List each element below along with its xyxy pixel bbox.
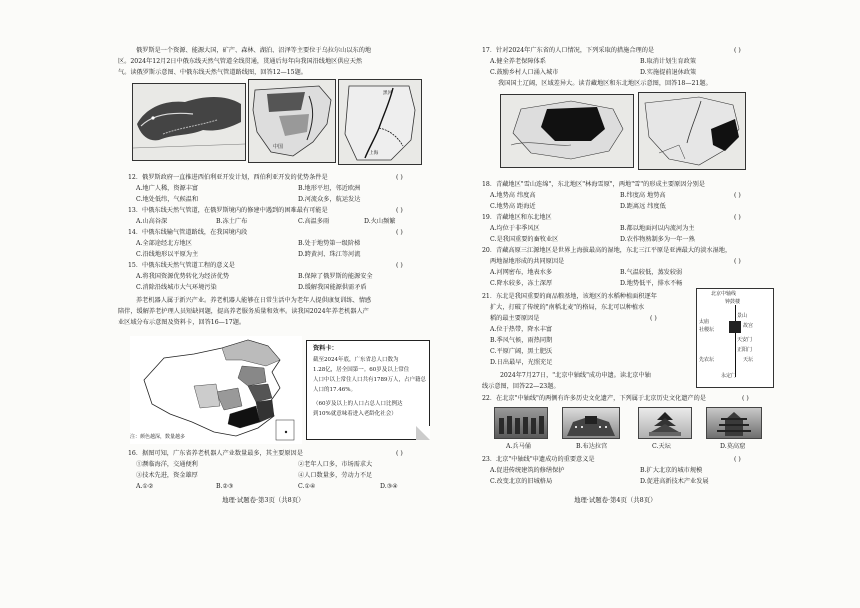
q15-option-a[interactable]: A.将我国资源优势转化为经济优势 [136,273,230,280]
q21-stem: 21．东北是我国重要的商品粮基地，该地区的水稻种植面积逐年 [482,293,657,300]
intro2-line-2: 陪伴，缓解养老护理人员短缺问题，提高养老服务质量和效率。读我国2024年养老机器人产 [118,308,369,315]
axis-label-sheji: 社稷坛 [699,327,715,333]
card-line-2: 1.28亿，居全国第一。60岁及以上常住 [313,367,410,373]
q16-stem: 16．据图可知，广东省养老机器人产业数量最多，其主要原因是 [128,450,303,457]
temple-of-heaven-photo [638,407,692,439]
mogao-photo [706,407,762,439]
intro4-line-1: 2024年7月27日，"北京中轴线"成功申遗。读北京中轴 [500,372,651,379]
q19-option-d[interactable]: D.农作物熟制多为一年一熟 [620,236,695,243]
q20-option-d[interactable]: D.地势低平，排水不畅 [620,280,683,287]
q22-paren: ( ) [742,395,749,402]
axis-label-drum-tower: 钟鼓楼 [725,299,741,305]
heihe-label: 黑河 [383,91,393,96]
q13-option-d[interactable]: D.火山频繁 [364,218,396,225]
q12-option-c[interactable]: C.地处低纬，气候温和 [136,196,199,203]
terracotta-photo [494,407,548,439]
q23-option-d[interactable]: D.促进高新技术产业发展 [640,478,709,485]
q18-option-d[interactable]: D.距离远 纬度低 [620,203,666,210]
intro-line-1: 俄罗斯是一个资源、能源大国，矿产、森林、湖泊、沼泽等主要位于乌拉尔山以东的地 [136,47,372,54]
page-footer-4: 地理·试题卷·第4页（共8页） [574,496,657,504]
axis-label-tiananmen: 天安门 [737,337,753,343]
robot-industry-map [130,336,302,444]
q18-option-c[interactable]: C.地势高 距海近 [490,203,536,210]
intro2-line-3: 业区域分布示意图及资料卡，回答16—17题。 [118,319,246,326]
shanghai-label: 上海 [369,151,379,156]
intro4-line-2: 线示意图，回答22—23题。 [482,383,560,390]
q18-option-b[interactable]: B.纬度高 地势高 [620,192,666,199]
q17-option-b[interactable]: B.取消计划生育政策 [640,58,697,65]
axis-label-tiantan: 天坛 [743,357,754,363]
map-legend: 注：颜色越深，数量越多 [130,434,186,440]
q18-paren: ( ) [734,192,741,199]
q18-stem: 18．青藏地区"雪山连绵"，东北地区"林海雪原"，两地"雪"的形成主要原因分别是 [482,181,705,188]
q16-item-1: ①濒临海洋，交通便利 [136,461,198,468]
q14-option-c[interactable]: C.沿线地形以平原为主 [136,251,199,258]
china-label: 中国 [273,144,284,150]
q20-paren: ( ) [734,258,741,265]
q15-stem: 15．中俄东线天然气管道工程的意义是 [128,262,235,269]
q13-stem: 13．中俄东线天然气管道，在俄罗斯境内的修建中遇到的困难最有可能是 [128,207,328,214]
q22-option-a[interactable]: A.兵马俑 [506,443,531,450]
q21-option-b[interactable]: B.季风气候，雨热同期 [490,337,553,344]
q21-option-c[interactable]: C.平原广阔，黑土肥沃 [490,348,553,355]
axis-label-zhengyangmen: 正阳门 [737,347,753,353]
card-fold-corner [416,426,430,440]
q17-option-a[interactable]: A.健全养老保障体系 [490,58,546,65]
q19-option-c[interactable]: C.是我国重要的畜牧业区 [490,236,559,243]
q14-stem: 14．中俄东线输气管道路线，在我国境内段 [128,229,248,236]
q13-paren: ( ) [396,207,403,214]
intro2-line-1: 养老机器人属于新兴产业。养老机器人能够在日常生活中为老年人提供康复训练、情感 [136,297,372,304]
q20-stem-2: 两地湿地形成的共同原因是 [490,258,565,265]
q23-paren: ( ) [734,456,741,463]
intro-line-2: 区。2024年12月2日中俄东线天然气管道全线贯通，贯通后每年向我国沿线地区供应天然 [118,58,363,65]
q16-paren: ( ) [396,450,403,457]
q18-option-a[interactable]: A.地势高 纬度高 [490,192,536,199]
q21-option-d[interactable]: D.日出最早，光照充足 [490,359,553,366]
q12-option-b[interactable]: B.地形平坦，邻近欧洲 [298,185,361,192]
q12-stem: 12．俄罗斯政府一直推进西伯利亚开发计划，西伯利亚开发的优势条件是 [128,174,328,181]
q17-paren: ( ) [734,47,741,54]
q23-stem: 23．北京"中轴线"申遗成功的重要意义是 [482,456,595,463]
potala-photo [562,407,620,439]
q12-option-d[interactable]: D.河流众多，航运发达 [298,196,361,203]
q21-stem-3: 稻的最主要原因是 [490,315,540,322]
q19-option-b[interactable]: B.都以地面河以内流河为主 [620,225,695,232]
q14-paren: ( ) [396,229,403,236]
q14-option-a[interactable]: A.全部途经北方地区 [136,240,192,247]
q16-item-2: ②老年人口多，市场需求大 [298,461,373,468]
central-axis-diagram [696,288,774,388]
q13-option-c[interactable]: C.高温多雨 [298,218,330,225]
q19-option-a[interactable]: A.均位于非季风区 [490,225,540,232]
pipeline-map [338,79,422,165]
q21-paren: ( ) [650,315,657,322]
q14-option-b[interactable]: B.处于地势第一级阶梯 [298,240,361,247]
q22-stem: 22．在北京"中轴线"的两侧有许多历史文化遗产，下列属于北京历史文化遗产的是 [482,395,706,402]
q13-option-b[interactable]: B.冻土广布 [216,218,248,225]
qinghai-tibet-map [500,94,634,168]
russia-map [132,83,246,161]
q23-option-b[interactable]: B.扩大北京的城市规模 [640,467,703,474]
q14-option-d[interactable]: D.跨黄河、珠江等河流 [298,251,361,258]
q16-item-4: ④人口数量多，劳动力不足 [298,472,373,479]
q20-option-a[interactable]: A.河网密布，地表水多 [490,269,553,276]
card-line-6: 到10%就意味着进入老龄化社会） [313,411,397,417]
card-line-3: 人口中以上常住人口共有1789万人，占户籍总 [313,377,426,383]
q17-stem: 17．针对2024年广东省的人口情况，下列采取的措施合理的是 [482,47,655,54]
q23-option-c[interactable]: C.改变北京的旧城格局 [490,478,553,485]
axis-title: 北京中轴线 [711,291,737,297]
q15-option-b[interactable]: B.保障了俄罗斯的能源安全 [298,273,373,280]
q20-option-b[interactable]: B.气温较低，蒸发较弱 [620,269,683,276]
intro3: 我国国土辽阔，区域差异大。读青藏地区和东北地区示意图，回答18—21题。 [498,80,712,87]
q20-stem: 20．青藏高原三江源地区是世界上海拔最高的湿地，东北三江平原是亚洲最大的淡水湿地， [482,247,732,254]
q23-option-a[interactable]: A.促进传统建筑的修缮保护 [490,467,565,474]
axis-label-jingshan: 景山 [737,313,748,319]
card-line-4: 人口的17.46%。 [313,387,356,393]
data-card [306,340,430,440]
q15-option-c[interactable]: C.消除沿线城市大气环境污染 [136,284,217,291]
axis-label-taimiao: 太庙 [699,319,710,325]
q12-paren: ( ) [396,174,403,181]
q22-option-c[interactable]: C.天坛 [652,443,671,450]
page-footer-3: 地理·试题卷·第3页（共8页） [222,496,305,504]
q16-option-c[interactable]: C.①④ [298,483,316,490]
page-4 [480,0,772,608]
axis-label-xiannong: 先农坛 [699,357,715,363]
q16-item-3: ③技术先进，资金雄厚 [136,472,198,479]
q15-paren: ( ) [396,262,403,269]
intro-line-3: 气。读俄罗斯示意图、中俄东线天然气管道路线图，回答12—15题。 [118,69,307,76]
northeast-map [638,92,746,170]
card-line-1: 截至2024年底，广东省总人口数为 [313,357,399,363]
axis-label-yongdingmen: 永定门 [721,373,737,379]
q16-option-a[interactable]: A.①② [136,483,154,490]
q17-option-c[interactable]: C.鼓励乡村人口涌入城市 [490,69,559,76]
card-title: 资料卡： [313,345,338,352]
q21-stem-2: 扩大，打破了传统的"南稻北麦"的格局，东北可以种植水 [490,304,645,311]
page-3 [118,0,440,608]
q22-option-b[interactable]: B.布达拉宫 [576,443,608,450]
q16-option-b[interactable]: B.②③ [216,483,234,490]
axis-line [735,305,736,377]
card-line-5: （60岁及以上的人口占总人口比例达 [313,401,403,407]
q20-option-c[interactable]: C.降水较多，冻土深厚 [490,280,553,287]
q13-option-a[interactable]: A.山高谷深 [136,218,168,225]
axis-label-gugong: 故宫 [743,323,754,329]
q19-stem: 19．青藏地区和东北地区 [482,214,552,221]
q22-option-d[interactable]: D.莫高窟 [720,443,746,450]
q16-option-d[interactable]: D.③④ [380,483,398,490]
forbidden-city-block [729,321,741,333]
q19-paren: ( ) [734,214,741,221]
q21-option-a[interactable]: A.位于热带，降水丰富 [490,326,553,333]
china-map [248,79,336,163]
q15-option-d[interactable]: D.缓解我国能源供需矛盾 [298,284,367,291]
q12-option-a[interactable]: A.地广人稀，资源丰富 [136,185,199,192]
q17-option-d[interactable]: D.实施提前退休政策 [640,69,697,76]
